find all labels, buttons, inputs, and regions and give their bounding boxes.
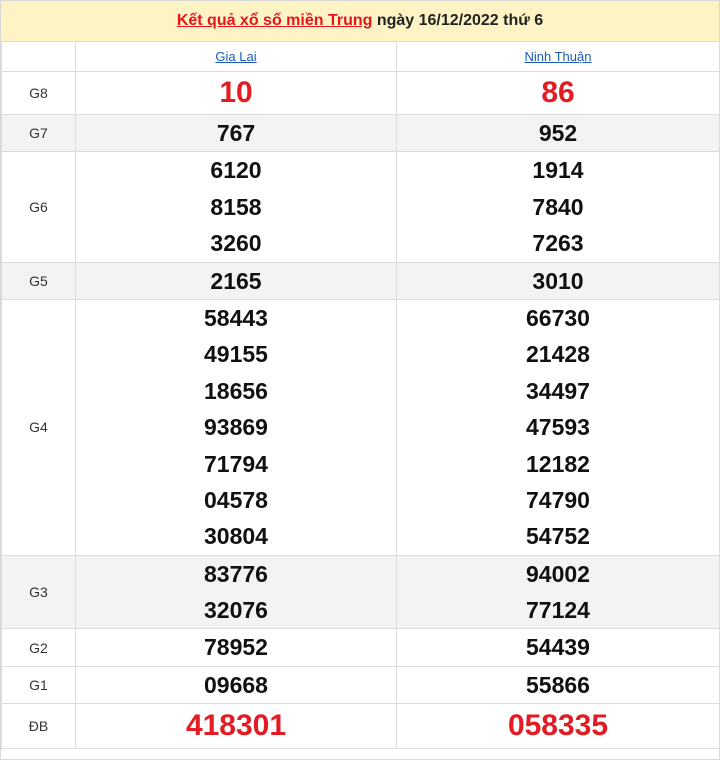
prize-cell	[76, 299, 397, 555]
winning-number: 952	[538, 120, 578, 146]
prize-row	[2, 262, 720, 299]
prize-cell	[397, 704, 720, 749]
page-title	[1, 1, 719, 41]
winning-number: 49155	[204, 341, 268, 368]
winning-number: 3260	[210, 230, 262, 257]
winning-number: 8158	[210, 193, 262, 220]
winning-number: 7840	[532, 193, 584, 220]
winning-number: 77124	[526, 597, 590, 624]
province-header	[397, 42, 720, 72]
prize-row	[2, 555, 720, 629]
winning-number: 6120	[210, 157, 262, 184]
prize-label: G1	[2, 666, 76, 703]
winning-number: 66730	[526, 304, 590, 331]
prize-cell	[397, 629, 720, 666]
winning-number: 93869	[204, 414, 268, 441]
prize-row	[2, 299, 720, 555]
prize-cell	[76, 555, 397, 629]
prize-cell	[76, 704, 397, 749]
prize-cell	[397, 115, 720, 152]
province-header-row	[2, 42, 720, 72]
winning-number: 18656	[204, 377, 268, 404]
prize-cell	[76, 666, 397, 703]
winning-number: 30804	[204, 523, 268, 550]
prize-cell	[397, 152, 720, 262]
winning-number: 54439	[526, 634, 590, 661]
winning-number: 09668	[204, 671, 268, 698]
winning-number: 71794	[204, 450, 268, 477]
winning-number: 32076	[204, 597, 268, 624]
prize-cell	[397, 299, 720, 555]
prize-row	[2, 629, 720, 666]
prize-label: ĐB	[2, 704, 76, 749]
winning-number: 47593	[526, 414, 590, 441]
prize-label: G8	[2, 72, 76, 115]
prize-row	[2, 115, 720, 152]
results-table	[1, 41, 720, 749]
prize-cell	[397, 666, 720, 703]
prize-row	[2, 704, 720, 749]
winning-number: 34497	[526, 377, 590, 404]
prize-cell	[76, 72, 397, 115]
winning-number: 78952	[204, 634, 268, 661]
prize-row	[2, 152, 720, 262]
province-link-gia-lai[interactable]: Gia Lai	[215, 49, 257, 64]
prize-label: G6	[2, 152, 76, 262]
prize-cell	[76, 152, 397, 262]
winning-number: 94002	[526, 560, 590, 587]
winning-number: 7263	[532, 230, 584, 257]
prize-cell	[397, 555, 720, 629]
winning-number: 04578	[204, 486, 268, 513]
prize-table-body	[2, 72, 720, 749]
winning-number: 86	[541, 76, 575, 109]
winning-number: 1914	[532, 157, 584, 184]
prize-cell	[76, 115, 397, 152]
prize-row	[2, 72, 720, 115]
prize-cell	[397, 262, 720, 299]
winning-number: 418301	[185, 709, 287, 743]
winning-number: 3010	[532, 267, 584, 294]
winning-number: 83776	[204, 560, 268, 587]
prize-row	[2, 666, 720, 703]
winning-number: 2165	[210, 267, 262, 294]
winning-number: 058335	[507, 709, 609, 743]
title-date: ngày 16/12/2022 thứ 6	[372, 12, 544, 29]
prize-label: G3	[2, 555, 76, 629]
winning-number: 21428	[526, 341, 590, 368]
winning-number: 74790	[526, 486, 590, 513]
prize-label: G7	[2, 115, 76, 152]
province-header	[76, 42, 397, 72]
prize-cell	[76, 262, 397, 299]
province-link-ninh-thuan[interactable]: Ninh Thuận	[524, 49, 592, 64]
prize-label: G2	[2, 629, 76, 666]
winning-number: 12182	[526, 450, 590, 477]
prize-label: G4	[2, 299, 76, 555]
prize-cell	[76, 629, 397, 666]
prize-label: G5	[2, 262, 76, 299]
winning-number: 54752	[526, 523, 590, 550]
prize-column-header	[2, 42, 76, 72]
title-link[interactable]: Kết quả xổ số miền Trung	[176, 12, 373, 29]
winning-number: 55866	[526, 671, 590, 698]
winning-number: 58443	[204, 304, 268, 331]
winning-number: 767	[216, 120, 256, 146]
prize-cell	[397, 72, 720, 115]
winning-number: 10	[219, 76, 253, 109]
